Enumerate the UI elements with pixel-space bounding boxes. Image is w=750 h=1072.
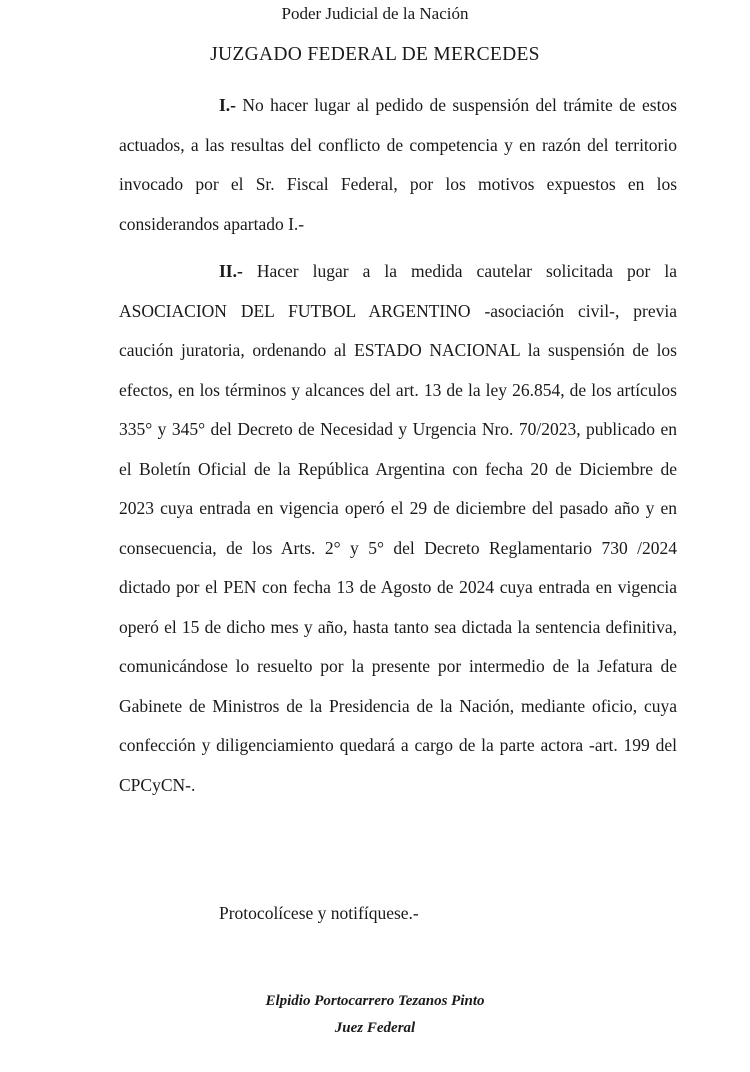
- resolution-paragraph-2: [119, 252, 677, 805]
- resolution-paragraph-1: [119, 86, 677, 244]
- judge-name: Elpidio Portocarrero Tezanos Pinto: [265, 993, 485, 1009]
- paragraph-text: Hacer lugar a la medida cautelar solicitada por la ASOCIACION DEL FUTBOL ARGENTINO -asociación civil-, previa caución juratoria, ordenando al ESTADO NACIONAL la suspensión de los efectos, en los términos y alcances del art. 13 de la ley 26.854, de los artículos 335° y 345° del Decreto de Necesidad y Urgencia Nro. 70/2023, publicado en el Boletín Oficial de la República Argentina con fecha 20 de Diciembre de 2023 cuya entrada en vigencia operó el 29 de diciembre del pasado año y en consecuencia, de los Arts. 2° y 5° del Decreto Reglamentario 730 /2024 dictado por el PEN con fecha 13 de Agosto de 2024 cuya entrada en vigencia operó el 15 de dicho mes y año, hasta tanto sea dictada la sentencia definitiva, comunicándose lo resuelto por la presente por intermedio de la Jefatura de Gabinete de Ministros de la Presidencia de la Nación, mediante oficio, cuya confección y diligenciamiento quedará a cargo de la parte actora -art. 199 del CPCyCN-.: [119, 261, 677, 795]
- judge-title: Juez Federal: [334, 1020, 416, 1036]
- court-title: JUZGADO FEDERAL DE MERCEDES: [210, 44, 540, 65]
- paragraph-text: No hacer lugar al pedido de suspensión del trámite de estos actuados, a las resultas del conflicto de competencia y en razón del territorio invocado por el Sr. Fiscal Federal, por los motivos expuestos en los considerandos apartado I.-: [119, 95, 677, 234]
- court-name: Poder Judicial de la Nación: [281, 4, 469, 23]
- paragraph-ordinal: I.-: [219, 95, 237, 115]
- paragraph-ordinal: II.-: [219, 261, 243, 281]
- closing-formula: Protocolícese y notifíquese.-: [219, 903, 419, 923]
